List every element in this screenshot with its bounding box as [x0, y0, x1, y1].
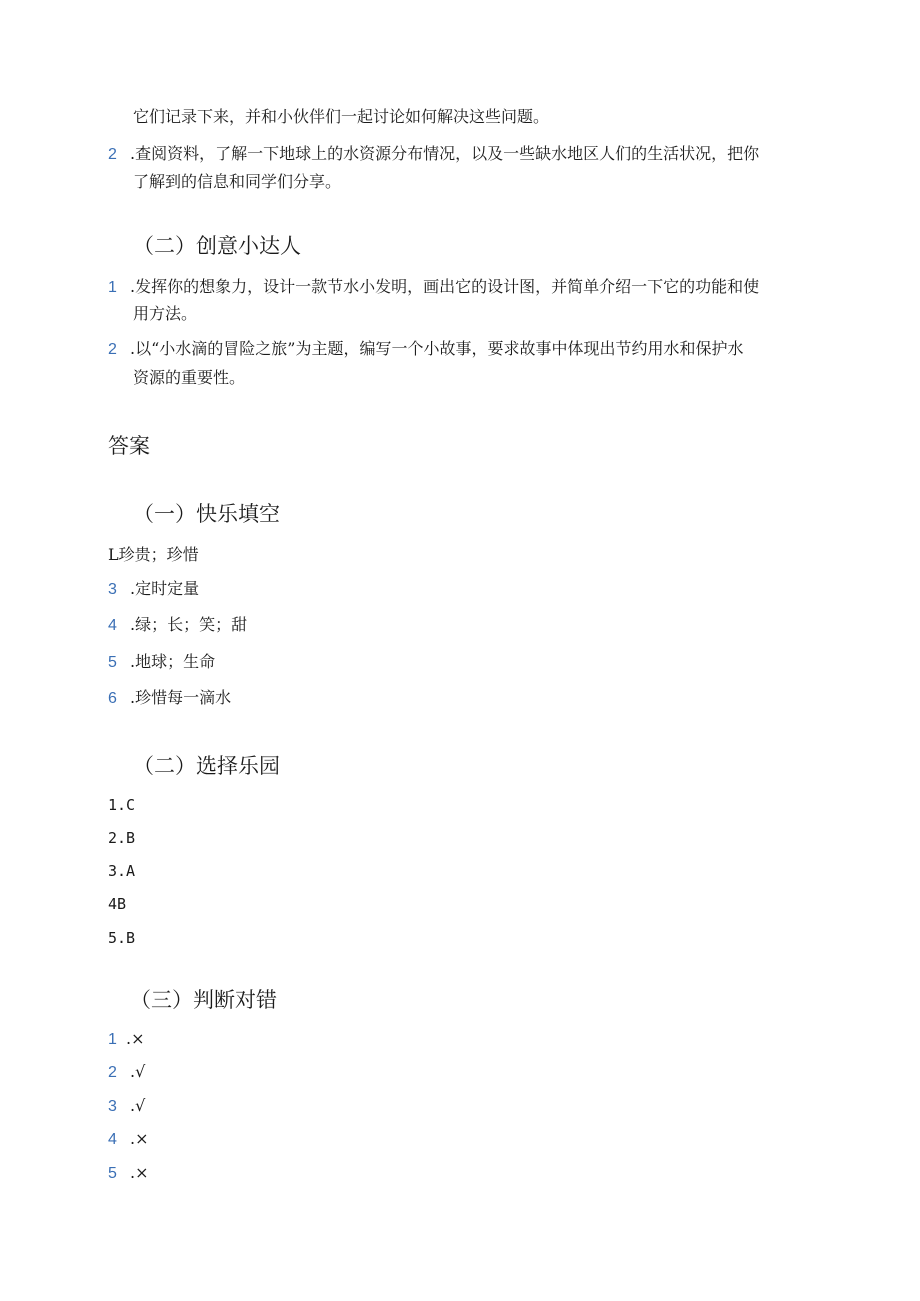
item-number: 4	[108, 617, 117, 634]
choice-answer-4: 4B	[108, 895, 127, 913]
creative-item-2	[108, 337, 743, 362]
item-text: .查阅资料，了解一下地球上的水资源分布情况，以及一些缺水地区人们的生活状况，把你	[130, 144, 760, 163]
section-heading-judge: （三）判断对错	[130, 988, 277, 1012]
choice-answer-3: 3.A	[108, 862, 136, 880]
item-number: 1	[108, 1031, 117, 1048]
item-text: .×	[130, 1163, 149, 1182]
item-text: .定时定量	[130, 579, 200, 598]
item-text: .√	[130, 1096, 146, 1115]
item-text: .×	[130, 1129, 149, 1148]
creative-item-1-cont: 用方法。	[133, 304, 198, 323]
item-number: 2	[108, 341, 117, 358]
fill-answer-5	[108, 650, 215, 675]
fill-answer-6	[108, 686, 231, 711]
judge-answer-3	[108, 1094, 145, 1119]
practice-item-2-cont: 了解到的信息和同学们分享。	[133, 172, 342, 191]
section-heading-fill: （一）快乐填空	[133, 502, 280, 526]
choice-answer-5: 5.B	[108, 929, 136, 947]
creative-item-2-cont: 资源的重要性。	[133, 368, 246, 387]
continuation-line: 它们记录下来，并和小伙伴们一起讨论如何解决这些问题。	[133, 107, 550, 126]
creative-item-1	[108, 275, 759, 300]
item-number: 5	[108, 654, 117, 671]
item-text: .绿；长；笑；甜	[130, 615, 248, 634]
choice-answer-1: 1.C	[108, 796, 136, 814]
item-text: .以“小水滴的冒险之旅”为主题，编写一个小故事，要求故事中体现出节约用水和保护水	[130, 339, 744, 358]
item-text: .√	[130, 1062, 146, 1081]
judge-answer-1	[108, 1027, 145, 1052]
fill-answer-1: L珍贵；珍惜	[108, 545, 199, 564]
item-text: .珍惜每一滴水	[130, 688, 232, 707]
item-number: 5	[108, 1165, 117, 1182]
item-number: 3	[108, 581, 117, 598]
choice-answer-2: 2.B	[108, 829, 136, 847]
fill-answer-3	[108, 577, 199, 602]
item-number: 3	[108, 1098, 117, 1115]
item-number: 6	[108, 690, 117, 707]
section-heading-creative: （二）创意小达人	[133, 234, 301, 258]
item-text: .发挥你的想象力，设计一款节水小发明，画出它的设计图，并简单介绍一下它的功能和使	[130, 277, 760, 296]
item-number: 1	[108, 279, 117, 296]
judge-answer-2	[108, 1060, 145, 1085]
fill-answer-4	[108, 613, 247, 638]
item-number: 4	[108, 1131, 117, 1148]
item-text: .×	[126, 1029, 145, 1048]
practice-item-2	[108, 142, 759, 167]
judge-answer-4	[108, 1127, 149, 1152]
section-heading-choice: （二）选择乐园	[133, 754, 280, 778]
judge-answer-5	[108, 1161, 149, 1186]
item-number: 2	[108, 146, 117, 163]
answers-title: 答案	[108, 434, 150, 458]
item-number: 2	[108, 1064, 117, 1081]
item-text: .地球；生命	[130, 652, 216, 671]
